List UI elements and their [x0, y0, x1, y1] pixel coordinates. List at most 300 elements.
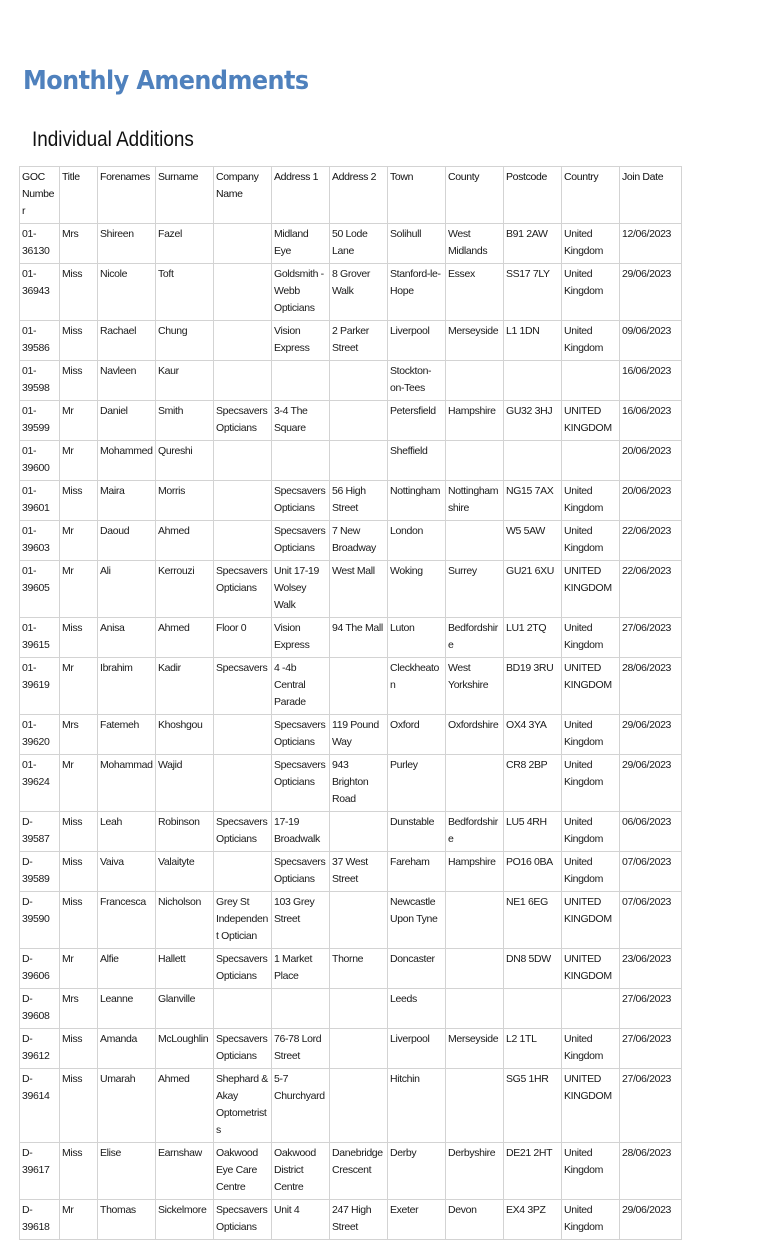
table-cell: Liverpool — [388, 321, 446, 361]
table-cell: LU1 2TQ — [504, 618, 562, 658]
table-cell: Ahmed — [156, 618, 214, 658]
table-cell: Specsavers Opticians — [214, 812, 272, 852]
table-cell: D-39614 — [20, 1069, 60, 1143]
table-row — [20, 1200, 682, 1240]
table-cell: 01-36943 — [20, 264, 60, 321]
table-cell: Miss — [60, 892, 98, 949]
table-cell — [272, 361, 330, 401]
table-cell — [330, 441, 388, 481]
table-cell: UNITED KINGDOM — [562, 892, 620, 949]
column-header: County — [446, 167, 504, 224]
table-cell: West Mall — [330, 561, 388, 618]
table-cell: 01-39605 — [20, 561, 60, 618]
table-cell: Amanda — [98, 1029, 156, 1069]
table-cell: Purley — [388, 755, 446, 812]
column-header: GOC Number — [20, 167, 60, 224]
table-cell: Nottingham — [388, 481, 446, 521]
table-cell: United Kingdom — [562, 852, 620, 892]
table-cell: 17-19 Broadwalk — [272, 812, 330, 852]
table-cell — [214, 441, 272, 481]
table-cell: Ibrahim — [98, 658, 156, 715]
column-header: Town — [388, 167, 446, 224]
table-cell: 27/06/2023 — [620, 1069, 682, 1143]
table-cell: Leah — [98, 812, 156, 852]
table-row — [20, 812, 682, 852]
table-cell — [214, 321, 272, 361]
column-header: Address 2 — [330, 167, 388, 224]
table-cell: Miss — [60, 618, 98, 658]
column-header: Join Date — [620, 167, 682, 224]
table-cell: Mr — [60, 755, 98, 812]
table-cell: Miss — [60, 1143, 98, 1200]
table-cell: 01-39624 — [20, 755, 60, 812]
table-cell: Ali — [98, 561, 156, 618]
table-cell: Morris — [156, 481, 214, 521]
table-cell: United Kingdom — [562, 224, 620, 264]
table-cell — [214, 521, 272, 561]
table-cell: Miss — [60, 812, 98, 852]
table-cell: BD19 3RU — [504, 658, 562, 715]
table-cell: Hampshire — [446, 401, 504, 441]
table-cell: 07/06/2023 — [620, 892, 682, 949]
additions-table — [19, 166, 682, 1240]
table-cell: Mohammed — [98, 441, 156, 481]
table-cell — [562, 441, 620, 481]
table-cell: Toft — [156, 264, 214, 321]
table-cell — [214, 715, 272, 755]
table-cell: 56 High Street — [330, 481, 388, 521]
table-row — [20, 989, 682, 1029]
table-cell: 119 Pound Way — [330, 715, 388, 755]
table-cell: Elise — [98, 1143, 156, 1200]
table-cell: 01-39598 — [20, 361, 60, 401]
table-cell: GU21 6XU — [504, 561, 562, 618]
table-cell: 23/06/2023 — [620, 949, 682, 989]
table-cell: 37 West Street — [330, 852, 388, 892]
table-cell — [446, 1069, 504, 1143]
table-row — [20, 1143, 682, 1200]
table-cell — [214, 361, 272, 401]
table-cell: D-39590 — [20, 892, 60, 949]
table-cell: 01-39599 — [20, 401, 60, 441]
table-cell: Leanne — [98, 989, 156, 1029]
column-header: Surname — [156, 167, 214, 224]
table-cell: Miss — [60, 1029, 98, 1069]
table-cell: 09/06/2023 — [620, 321, 682, 361]
table-row — [20, 401, 682, 441]
table-cell: 943 Brighton Road — [330, 755, 388, 812]
table-cell: United Kingdom — [562, 618, 620, 658]
table-cell: 16/06/2023 — [620, 401, 682, 441]
table-cell: Miss — [60, 321, 98, 361]
table-cell: Mrs — [60, 224, 98, 264]
table-cell: Smith — [156, 401, 214, 441]
table-cell — [504, 441, 562, 481]
table-cell: Specsavers Opticians — [272, 755, 330, 812]
table-header-row — [20, 167, 682, 224]
table-row — [20, 892, 682, 949]
table-cell: L1 1DN — [504, 321, 562, 361]
table-cell: Unit 17-19 Wolsey Walk — [272, 561, 330, 618]
table-cell — [446, 441, 504, 481]
table-cell: D-39608 — [20, 989, 60, 1029]
table-cell: Robinson — [156, 812, 214, 852]
table-cell: Glanville — [156, 989, 214, 1029]
table-cell: Khoshgou — [156, 715, 214, 755]
table-cell: United Kingdom — [562, 1143, 620, 1200]
table-cell: Specsavers Opticians — [272, 521, 330, 561]
table-cell: Luton — [388, 618, 446, 658]
table-cell: 76-78 Lord Street — [272, 1029, 330, 1069]
table-cell — [562, 361, 620, 401]
table-cell: Alfie — [98, 949, 156, 989]
table-cell: D-39612 — [20, 1029, 60, 1069]
table-cell — [330, 1069, 388, 1143]
table-row — [20, 618, 682, 658]
table-cell: Merseyside — [446, 321, 504, 361]
table-cell: Rachael — [98, 321, 156, 361]
table-cell: Earnshaw — [156, 1143, 214, 1200]
table-cell: Exeter — [388, 1200, 446, 1240]
table-cell: Leeds — [388, 989, 446, 1029]
table-cell: 27/06/2023 — [620, 1029, 682, 1069]
table-cell: Daoud — [98, 521, 156, 561]
section-title: Individual Additions — [32, 128, 194, 151]
table-cell: Woking — [388, 561, 446, 618]
table-cell: 22/06/2023 — [620, 561, 682, 618]
column-header: Title — [60, 167, 98, 224]
table-cell: Umarah — [98, 1069, 156, 1143]
table-cell: Ahmed — [156, 521, 214, 561]
table-cell: Fareham — [388, 852, 446, 892]
table-cell — [214, 852, 272, 892]
table-cell — [330, 1029, 388, 1069]
table-cell: 01-36130 — [20, 224, 60, 264]
table-cell: Hitchin — [388, 1069, 446, 1143]
table-cell: SG5 1HR — [504, 1069, 562, 1143]
table-cell — [330, 658, 388, 715]
table-cell: 103 Grey Street — [272, 892, 330, 949]
table-cell: 1 Market Place — [272, 949, 330, 989]
table-cell: Sickelmore — [156, 1200, 214, 1240]
table-row — [20, 481, 682, 521]
table-cell: 01-39620 — [20, 715, 60, 755]
column-header: Address 1 — [272, 167, 330, 224]
table-cell: Liverpool — [388, 1029, 446, 1069]
table-cell — [446, 892, 504, 949]
table-cell: Kerrouzi — [156, 561, 214, 618]
table-cell: 94 The Mall — [330, 618, 388, 658]
table-cell: Maira — [98, 481, 156, 521]
table-row — [20, 852, 682, 892]
table-cell: Mr — [60, 441, 98, 481]
table-cell: Solihull — [388, 224, 446, 264]
column-header: Company Name — [214, 167, 272, 224]
table-cell: Surrey — [446, 561, 504, 618]
table-cell: 16/06/2023 — [620, 361, 682, 401]
table-cell — [330, 401, 388, 441]
table-cell: 29/06/2023 — [620, 264, 682, 321]
table-cell: 06/06/2023 — [620, 812, 682, 852]
table-cell: Bedfordshire — [446, 618, 504, 658]
table-cell: Miss — [60, 361, 98, 401]
table-cell: 01-39615 — [20, 618, 60, 658]
table-cell: Specsavers Opticians — [214, 1200, 272, 1240]
table-cell: United Kingdom — [562, 755, 620, 812]
table-cell: Nicole — [98, 264, 156, 321]
table-cell: Specsavers Opticians — [214, 1029, 272, 1069]
table-cell: 247 High Street — [330, 1200, 388, 1240]
table-cell: Hallett — [156, 949, 214, 989]
table-cell: 3-4 The Square — [272, 401, 330, 441]
table-body — [20, 224, 682, 1240]
table-cell: Cleckheaton — [388, 658, 446, 715]
table-cell: Newcastle Upon Tyne — [388, 892, 446, 949]
table-cell — [446, 521, 504, 561]
table-cell: D-39617 — [20, 1143, 60, 1200]
table-cell: 8 Grover Walk — [330, 264, 388, 321]
table-cell: Unit 4 — [272, 1200, 330, 1240]
table-cell: 07/06/2023 — [620, 852, 682, 892]
table-cell — [214, 989, 272, 1029]
table-cell: West Midlands — [446, 224, 504, 264]
table-cell: Mohammad — [98, 755, 156, 812]
table-cell — [504, 361, 562, 401]
table-cell — [330, 361, 388, 401]
table-cell: 29/06/2023 — [620, 1200, 682, 1240]
table-row — [20, 441, 682, 481]
table-cell: Fazel — [156, 224, 214, 264]
table-cell: L2 1TL — [504, 1029, 562, 1069]
table-cell: Mr — [60, 949, 98, 989]
table-cell: Specsavers Opticians — [214, 949, 272, 989]
table-cell: Miss — [60, 852, 98, 892]
table-cell — [214, 755, 272, 812]
table-cell — [446, 949, 504, 989]
table-row — [20, 755, 682, 812]
table-cell: Qureshi — [156, 441, 214, 481]
table-cell: Kaur — [156, 361, 214, 401]
table-cell: Miss — [60, 481, 98, 521]
table-cell: 27/06/2023 — [620, 989, 682, 1029]
table-cell: CR8 2BP — [504, 755, 562, 812]
table-cell: United Kingdom — [562, 715, 620, 755]
table-cell — [272, 989, 330, 1029]
table-cell: Stockton-on-Tees — [388, 361, 446, 401]
table-cell: 12/06/2023 — [620, 224, 682, 264]
table-cell: McLoughlin — [156, 1029, 214, 1069]
table-cell: Fatemeh — [98, 715, 156, 755]
table-cell: 4 -4b Central Parade — [272, 658, 330, 715]
table-cell: Mr — [60, 401, 98, 441]
table-row — [20, 715, 682, 755]
table-cell: DE21 2HT — [504, 1143, 562, 1200]
table-cell: Thorne — [330, 949, 388, 989]
table-cell — [504, 989, 562, 1029]
table-cell: 22/06/2023 — [620, 521, 682, 561]
table-row — [20, 1029, 682, 1069]
table-cell: Navleen — [98, 361, 156, 401]
table-cell: Miss — [60, 1069, 98, 1143]
table-cell: London — [388, 521, 446, 561]
table-cell: Mr — [60, 1200, 98, 1240]
table-cell: Anisa — [98, 618, 156, 658]
table-cell: NE1 6EG — [504, 892, 562, 949]
column-header: Country — [562, 167, 620, 224]
table-cell: Thomas — [98, 1200, 156, 1240]
table-cell — [214, 481, 272, 521]
table-cell — [330, 812, 388, 852]
table-cell: Mr — [60, 521, 98, 561]
table-cell: UNITED KINGDOM — [562, 949, 620, 989]
table-cell: 20/06/2023 — [620, 441, 682, 481]
table-cell: LU5 4RH — [504, 812, 562, 852]
table-cell: Goldsmith - Webb Opticians — [272, 264, 330, 321]
table-cell: Oakwood District Centre — [272, 1143, 330, 1200]
table-cell: Specsavers — [214, 658, 272, 715]
table-cell: Specsavers Opticians — [214, 401, 272, 441]
table-cell: Hampshire — [446, 852, 504, 892]
table-cell: Nicholson — [156, 892, 214, 949]
table-cell: Mrs — [60, 715, 98, 755]
table-cell: United Kingdom — [562, 521, 620, 561]
table-cell: Grey St Independent Optician — [214, 892, 272, 949]
table-cell: Specsavers Opticians — [272, 715, 330, 755]
table-cell: United Kingdom — [562, 321, 620, 361]
table-cell: GU32 3HJ — [504, 401, 562, 441]
table-cell: UNITED KINGDOM — [562, 561, 620, 618]
table-cell: 28/06/2023 — [620, 1143, 682, 1200]
table-cell: United Kingdom — [562, 1200, 620, 1240]
table-cell: Merseyside — [446, 1029, 504, 1069]
table-cell: Chung — [156, 321, 214, 361]
column-header: Postcode — [504, 167, 562, 224]
table-row — [20, 949, 682, 989]
table-cell: UNITED KINGDOM — [562, 401, 620, 441]
table-cell: Kadir — [156, 658, 214, 715]
table-cell: Specsavers Opticians — [214, 561, 272, 618]
table-cell: Doncaster — [388, 949, 446, 989]
table-cell: Miss — [60, 264, 98, 321]
table-cell: 01-39586 — [20, 321, 60, 361]
table-cell: United Kingdom — [562, 264, 620, 321]
table-cell: Midland Eye — [272, 224, 330, 264]
table-cell: Petersfield — [388, 401, 446, 441]
table-cell: W5 5AW — [504, 521, 562, 561]
column-header: Forenames — [98, 167, 156, 224]
table-cell: Derby — [388, 1143, 446, 1200]
table-cell — [272, 441, 330, 481]
table-cell: D-39606 — [20, 949, 60, 989]
table-cell: 01-39619 — [20, 658, 60, 715]
table-row — [20, 264, 682, 321]
table-cell: Oxfordshire — [446, 715, 504, 755]
table-cell: 29/06/2023 — [620, 755, 682, 812]
table-cell: Daniel — [98, 401, 156, 441]
table-cell: 27/06/2023 — [620, 618, 682, 658]
table-cell: Vision Express — [272, 321, 330, 361]
table-cell: 20/06/2023 — [620, 481, 682, 521]
table-cell: Valaityte — [156, 852, 214, 892]
table-cell: UNITED KINGDOM — [562, 658, 620, 715]
table-row — [20, 1069, 682, 1143]
table-cell: 29/06/2023 — [620, 715, 682, 755]
table-cell: Shephard & Akay Optometrists — [214, 1069, 272, 1143]
table-cell: 5-7 Churchyard — [272, 1069, 330, 1143]
table-cell: 7 New Broadway — [330, 521, 388, 561]
table-cell: Wajid — [156, 755, 214, 812]
table-cell: D-39587 — [20, 812, 60, 852]
table-cell: OX4 3YA — [504, 715, 562, 755]
table-cell: West Yorkshire — [446, 658, 504, 715]
table-cell — [214, 224, 272, 264]
table-cell: Vision Express — [272, 618, 330, 658]
table-cell: Francesca — [98, 892, 156, 949]
table-cell: Danebridge Crescent — [330, 1143, 388, 1200]
table-cell: EX4 3PZ — [504, 1200, 562, 1240]
table-row — [20, 361, 682, 401]
table-cell: Mr — [60, 658, 98, 715]
table-cell: Stanford-le-Hope — [388, 264, 446, 321]
table-cell: 2 Parker Street — [330, 321, 388, 361]
table-cell — [446, 361, 504, 401]
table-cell: Mr — [60, 561, 98, 618]
table-cell: NG15 7AX — [504, 481, 562, 521]
table-cell: Mrs — [60, 989, 98, 1029]
table-cell: B91 2AW — [504, 224, 562, 264]
table-cell: Bedfordshire — [446, 812, 504, 852]
table-cell: Vaiva — [98, 852, 156, 892]
table-cell: United Kingdom — [562, 1029, 620, 1069]
table-cell: 01-39601 — [20, 481, 60, 521]
table-cell: Oxford — [388, 715, 446, 755]
table-cell — [446, 989, 504, 1029]
table-cell: 01-39600 — [20, 441, 60, 481]
table-cell: D-39589 — [20, 852, 60, 892]
table-cell: Essex — [446, 264, 504, 321]
table-cell: Specsavers Opticians — [272, 852, 330, 892]
table-cell: 01-39603 — [20, 521, 60, 561]
table-row — [20, 224, 682, 264]
table-row — [20, 561, 682, 618]
table-cell: United Kingdom — [562, 812, 620, 852]
table-cell: Dunstable — [388, 812, 446, 852]
table-row — [20, 521, 682, 561]
table-cell — [330, 989, 388, 1029]
table-cell — [562, 989, 620, 1029]
table-cell: Nottinghamshire — [446, 481, 504, 521]
page-title: Monthly Amendments — [23, 66, 309, 96]
table-cell: UNITED KINGDOM — [562, 1069, 620, 1143]
table-cell: Ahmed — [156, 1069, 214, 1143]
table-cell: Floor 0 — [214, 618, 272, 658]
table-cell: Sheffield — [388, 441, 446, 481]
table-cell — [330, 892, 388, 949]
table-cell — [214, 264, 272, 321]
table-row — [20, 321, 682, 361]
table-cell: Oakwood Eye Care Centre — [214, 1143, 272, 1200]
table-cell: PO16 0BA — [504, 852, 562, 892]
table-row — [20, 658, 682, 715]
table-cell: D-39618 — [20, 1200, 60, 1240]
table-cell: Derbyshire — [446, 1143, 504, 1200]
table-cell: 50 Lode Lane — [330, 224, 388, 264]
table-cell: Shireen — [98, 224, 156, 264]
table-cell: United Kingdom — [562, 481, 620, 521]
table-cell: SS17 7LY — [504, 264, 562, 321]
table-cell: Specsavers Opticians — [272, 481, 330, 521]
table-cell — [446, 755, 504, 812]
